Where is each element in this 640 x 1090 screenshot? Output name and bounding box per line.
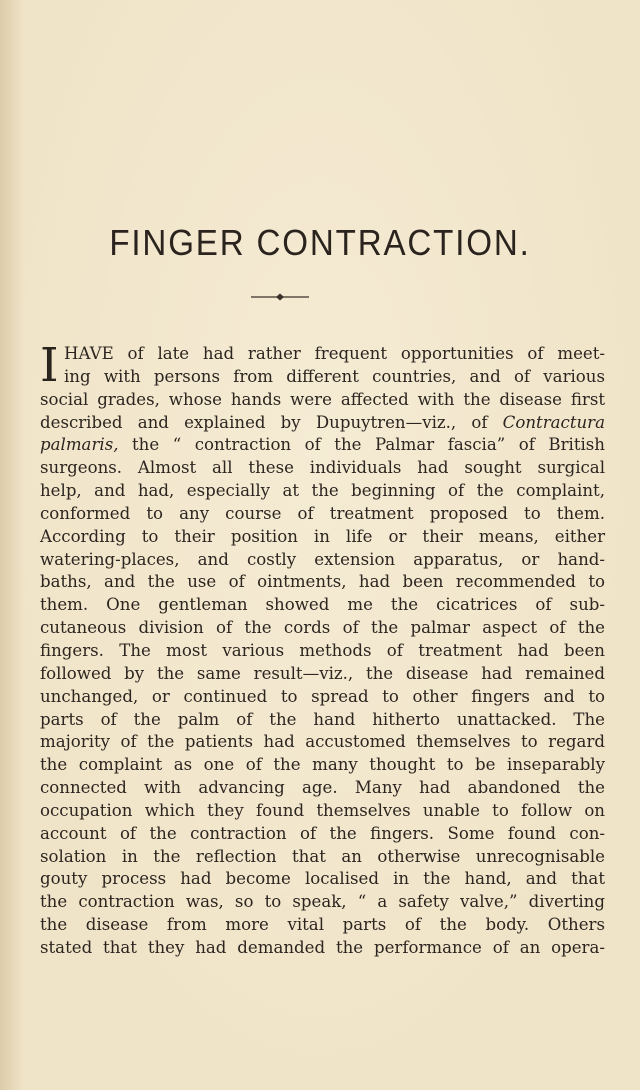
text-line: connected with advancing age. Many had abandoned the <box>40 778 605 798</box>
text-line <box>40 412 605 435</box>
text-line: help, and had, especially at the beginning of the complaint, <box>40 481 605 501</box>
text-line: cutaneous division of the cords of the palmar aspect of the <box>40 618 605 638</box>
text-line: watering-places, and costly extension apparatus, or hand- <box>40 549 605 569</box>
text-line: the contraction was, so to speak, “ a safety valve,” diverting <box>40 892 605 912</box>
text-line: HAVE of late had rather frequent opportunities of meet- <box>64 344 605 363</box>
text-line: them. One gentleman showed me the cicatrices of sub- <box>40 595 605 615</box>
italic-term: Contractura <box>502 412 605 432</box>
page-title: FINGER CONTRACTION. <box>109 222 531 263</box>
italic-term: palmaris, <box>40 435 119 455</box>
page-gutter-shadow <box>0 0 24 1090</box>
text-line: account of the contraction of the fingers. Some found con- <box>40 823 605 843</box>
text-line: surgeons. Almost all these individuals had sought surgical <box>40 458 605 478</box>
text-segment: described and explained by Dupuytren—viz., of <box>40 412 488 432</box>
drop-cap: I <box>40 338 59 393</box>
text-line: gouty process had become localised in the hand, and that <box>40 869 605 889</box>
rule-with-diamond-icon <box>251 292 309 302</box>
text-line: unchanged, or continued to spread to other fingers and to <box>40 686 605 706</box>
opening-lines <box>40 338 605 393</box>
text-line: solation in the reflection that an otherwise unrecognisable <box>40 846 605 866</box>
text-line: majority of the patients had accustomed themselves to regard <box>40 732 605 752</box>
text-line: followed by the same result—viz., the disease had remained <box>40 663 605 683</box>
text-line: According to their position in life or their means, either <box>40 526 605 546</box>
text-line: the disease from more vital parts of the body. Others <box>40 915 605 935</box>
text-line: ing with persons from different countries, and of various <box>64 366 605 386</box>
text-line: the complaint as one of the many thought to be inseparably <box>40 755 605 775</box>
text-line: baths, and the use of ointments, had been recommended to <box>40 572 605 592</box>
text-line: social grades, whose hands were affected with the disease first <box>40 389 605 409</box>
body-paragraph <box>40 338 605 960</box>
text-line: conformed to any course of treatment proposed to them. <box>40 503 605 523</box>
text-line: stated that they had demanded the performance of an opera- <box>40 937 605 957</box>
text-segment: the “ contraction of the Palmar fascia” of British <box>132 435 605 455</box>
text-line <box>40 434 605 457</box>
text-line: occupation which they found themselves unable to follow on <box>40 800 605 820</box>
text-line: parts of the palm of the hand hitherto unattacked. The <box>40 709 605 729</box>
text-line: fingers. The most various methods of treatment had been <box>40 640 605 660</box>
